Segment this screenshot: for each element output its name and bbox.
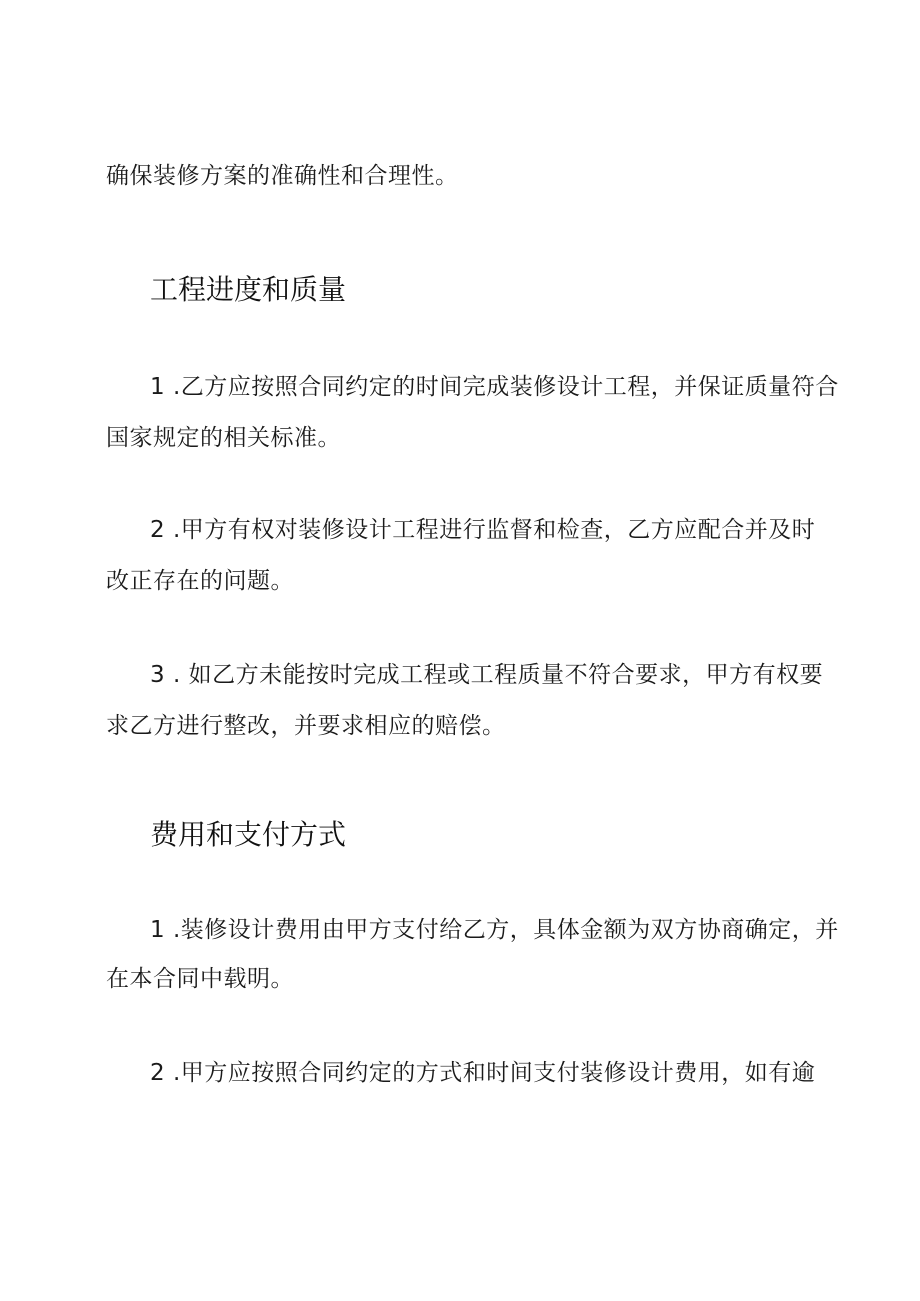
payment-item-1-line-2: 在本合同中载明。 [106, 966, 294, 992]
paragraph-intro-tail: 确保装修方案的准确性和合理性。 [106, 163, 459, 189]
section-heading-progress: 工程进度和质量 [150, 274, 347, 305]
payment-item-1-line-1: 1 .装修设计费用由甲方支付给乙方，具体金额为双方协商确定，并 [150, 917, 839, 943]
progress-item-2-line-1: 2 .甲方有权对装修设计工程进行监督和检查，乙方应配合并及时 [150, 517, 816, 543]
progress-item-2-line-2: 改正存在的问题。 [106, 568, 294, 594]
progress-item-1-line-2: 国家规定的相关标准。 [106, 425, 341, 451]
payment-item-2-line-1: 2 .甲方应按照合同约定的方式和时间支付装修设计费用，如有逾 [150, 1060, 816, 1086]
progress-item-3-line-2: 求乙方进行整改，并要求相应的赔偿。 [106, 713, 506, 739]
section-heading-payment: 费用和支付方式 [150, 819, 347, 850]
progress-item-3-line-1: 3 . 如乙方未能按时完成工程或工程质量不符合要求，甲方有权要 [150, 662, 824, 688]
progress-item-1-line-1: 1 .乙方应按照合同约定的时间完成装修设计工程，并保证质量符合 [150, 374, 839, 400]
